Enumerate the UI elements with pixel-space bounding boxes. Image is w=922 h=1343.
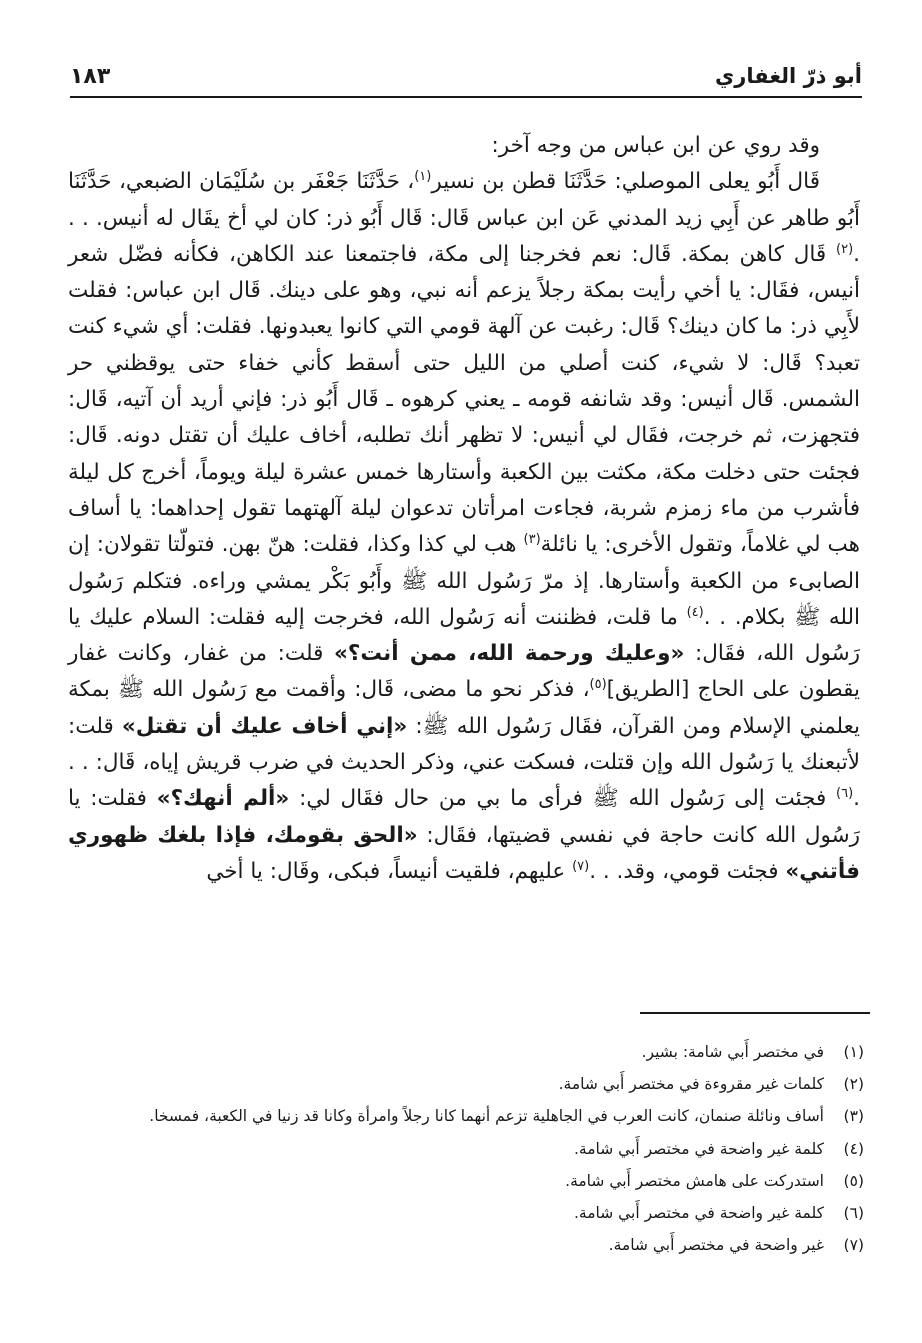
- quoted-saying: «ألم أنهك؟»: [156, 786, 290, 812]
- footnote-number: (٤): [843, 1139, 864, 1158]
- footnote-number: (٧): [843, 1236, 864, 1255]
- footnote-separator: [640, 1012, 870, 1014]
- text-run: فجئت إلى رَسُول الله ﷺ فرأى ما بي من حال فقَال لي:: [289, 786, 836, 812]
- quoted-saying: «إني أخاف عليك أن تقتل»: [121, 713, 408, 739]
- quoted-saying: «الحق بقومك، فإذا بلغك ظهوري فأتني»: [68, 822, 860, 884]
- running-header: [70, 58, 862, 96]
- footnote-text: كلمة غير واضحة في مختصر أَبي شامة.: [573, 1204, 824, 1223]
- footnote: [60, 1197, 864, 1229]
- footnote-ref-2: (٢): [836, 241, 854, 257]
- footnote-number: (١): [843, 1043, 864, 1061]
- footnote-ref-6: (٦): [836, 786, 854, 802]
- footnote-text: استدركت على هامش مختصر أَبي شامة.: [565, 1171, 824, 1190]
- footnote-ref-5: (٥): [589, 677, 607, 693]
- footnote: [60, 1229, 864, 1261]
- footnote-ref-1: (١): [414, 169, 432, 185]
- footnote: [60, 1100, 864, 1132]
- footnote: [60, 1068, 864, 1100]
- header-rule: [70, 96, 862, 98]
- text-run: قلت: لأتبعنك يا رَسُول الله وإن قتلت، فسكت عني، وذكر الحديث في ضرب قريش إياه، قَال: . . .: [68, 713, 860, 812]
- text-run: ، فذكر نحو ما مضى، قَال: وأقمت مع رَسُول الله ﷺ بمكة يعلمني الإسلام ومن القرآن، فقَال رَسُول الله ﷺ:: [68, 677, 860, 739]
- text-run: هب لي كذا وكذا، فقلت: هنّ بهن. فتولّتا تقولان: إن الصابىء من الكعبة وأستارها. إذ مرّ رَسُول الله ﷺ وأَبُو بَكْر يمشي وراءه. فتكلم رَسُول الله ﷺ بكلام. . .: [68, 532, 860, 630]
- page-number: ١٨٣: [70, 64, 111, 89]
- footnote-number: (٥): [843, 1171, 864, 1190]
- running-title: أبو ذرّ الغفاري: [714, 64, 862, 88]
- footnote: [60, 1165, 864, 1197]
- text-run: قلت: من غفار، وكانت غفار يقطون على الحاج [الطريق]: [68, 641, 860, 703]
- footnote-text: غير واضحة في مختصر أَبي شامة.: [608, 1236, 824, 1255]
- text-run: ، حَدَّثَنَا جَعْفَر بن سُلَيْمَان الضبعي، حَدَّثَنَا أَبُو طاهر عن أَبِي زيد المدني عَن ابن عباس قَال: قَال أَبُو ذر: كان لي أخ يقَال له أنيس. . . .: [68, 169, 860, 267]
- footnote-text: كلمات غير مقروءة في مختصر أَبي شامة.: [558, 1075, 824, 1094]
- footnote-text: كلمة غير واضحة في مختصر أَبي شامة.: [573, 1139, 824, 1158]
- footnote-text: أساف ونائلة صنمان، كانت العرب في الجاهلية تزعم أنهما كانا رجلاً وامرأة وكانا قد زنيا في الكعبة، فمسخا.: [149, 1107, 824, 1126]
- footnote-ref-4: (٤): [686, 604, 704, 620]
- footnote-ref-7: (٧): [572, 858, 590, 874]
- text-run: قَال كاهن بمكة. قَال: نعم فخرجنا إلى مكة، فاجتمعنا عند الكاهن، فكأنه فضّل شعر أنيس، فقَال: يا أخي رأيت بمكة رجلاً يزعم أنه نبي، وهو على دينك. قَال ابن عباس: فقلت لأَبِي ذر: ما كان دينك؟ قَال: رغبت عن آلهة قومي التي كانوا يعبدونها. فقلت: أي شيء كنت تعبد؟ قَال: لا شيء، كنت أصلي من الليل حتى أسقط كأني خفاء حتى يوقظني حر الشمس. قَال أنيس: وقد شانفه قومه ـ يعني كرهوه ـ قَال أَبُو ذر: فإني أريد أن آتيه، قَال: فتجهزت، ثم خرجت، فقَال لي أنيس: لا تظهر أنك تطلبه، أخاف عليك أن تقتل دونه. قَال: فجئت حتى دخلت مكة، مكثت بين الكعبة وأستارها خمس عشرة ليلة ويوماً، أخرج كل ليلة فأشرب من ماء زمزم شربة، فجاءت امرأتان تدعوان ليلة آلهتهما تقول إحداهما: يا أساف هب لي غلاماً، وتقول الأخرى: يا نائلة: [68, 241, 861, 558]
- footnote-ref-3: (٣): [523, 532, 541, 548]
- text-run: فقلت: يا رَسُول الله كانت حاجة في نفسي قضيتها، فقَال:: [68, 786, 860, 848]
- text-run: فجئت قومي، وقد. . .: [589, 858, 786, 884]
- footnote-text: في مختصر أَبي شامة: بشير.: [641, 1043, 824, 1061]
- paragraph-intro: وقد روي عن ابن عباس من وجه آخر:: [491, 133, 820, 158]
- text-run: قَال أَبُو يعلى الموصلي: حَدَّثَنَا قطن بن نسير: [431, 169, 820, 195]
- text-run: ما قلت، فظننت أنه رَسُول الله، فخرجت إليه فقلت: السلام عليك يا رَسُول الله، فقَال:: [68, 604, 860, 667]
- footnotes: [60, 1036, 864, 1261]
- footnote-number: (٣): [843, 1107, 864, 1126]
- footnote-number: (٢): [843, 1075, 864, 1094]
- main-text: [68, 128, 860, 890]
- footnote: [60, 1036, 864, 1068]
- footnote: [60, 1133, 864, 1165]
- paragraph-hadith: [68, 164, 860, 890]
- quoted-saying: «وعليك ورحمة الله، ممن أنت؟»: [334, 641, 685, 667]
- footnote-number: (٦): [843, 1204, 864, 1223]
- text-run: عليهم، فلقيت أنيساً، فبكى، وقَال: يا أخي: [206, 858, 573, 884]
